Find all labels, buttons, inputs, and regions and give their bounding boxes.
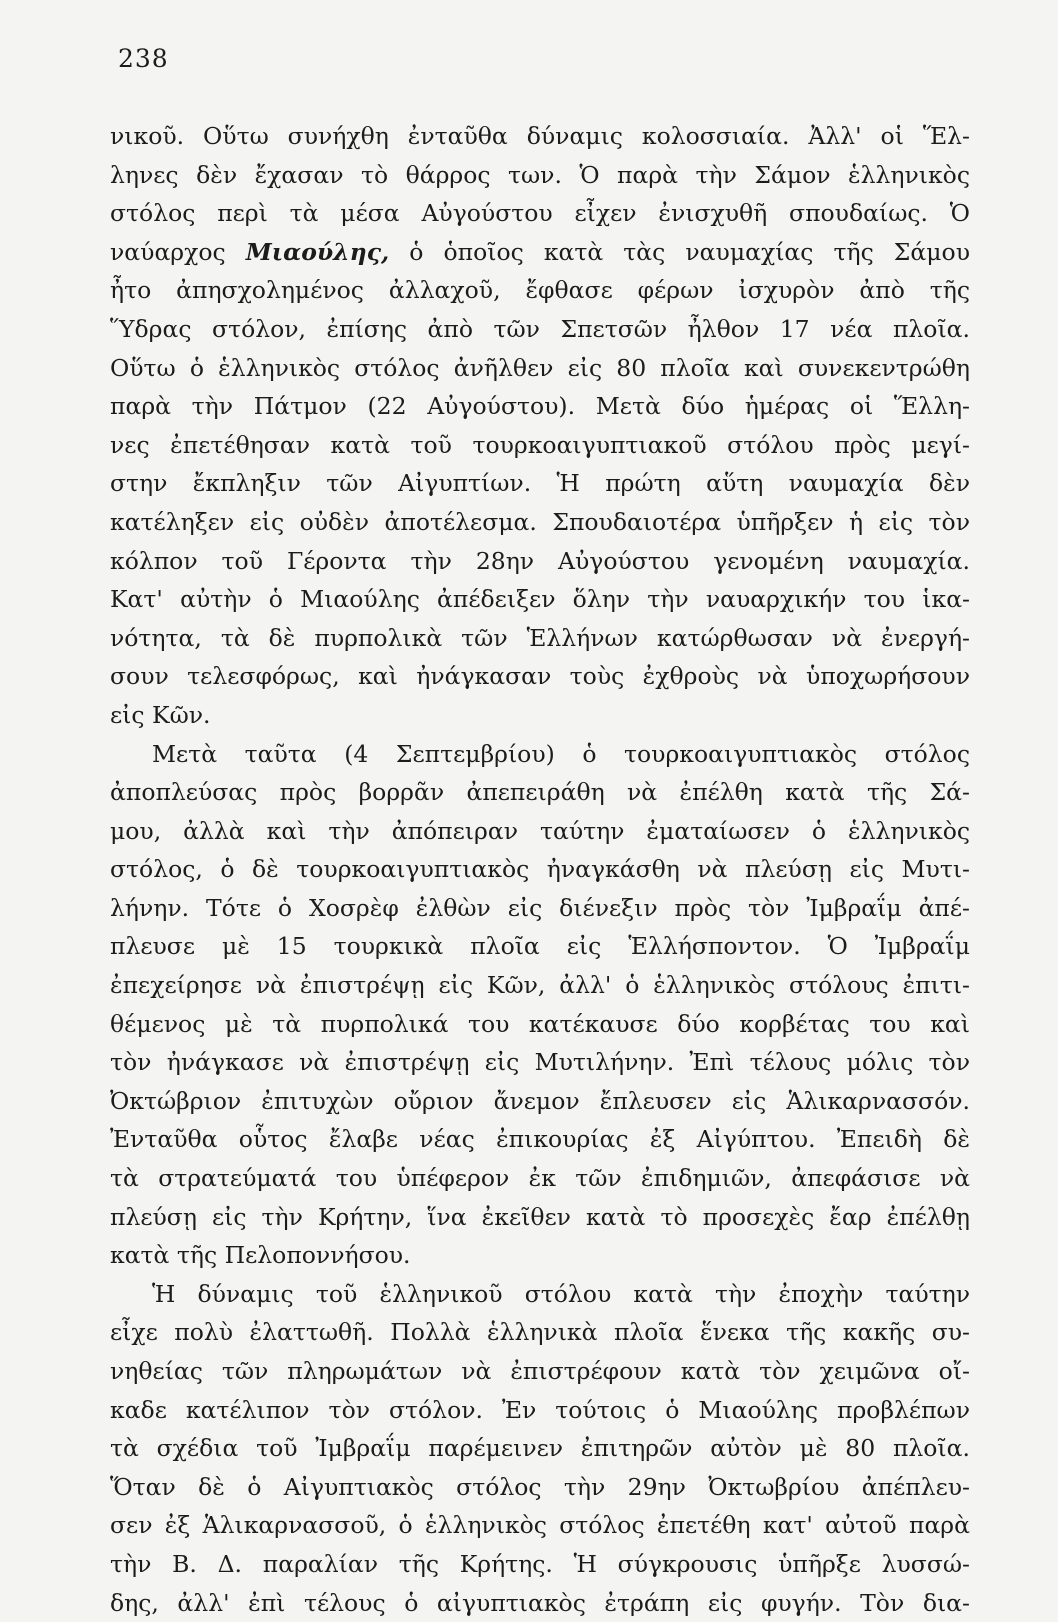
text-line: Ὀκτώβριον ἐπιτυχὼν οὔριον ἄνεμον ἔπλευσεν εἰς Ἁλικαρνασσόν.	[110, 1086, 970, 1115]
text-line: σεν ἐξ Ἁλικαρνασσοῦ, ὁ ἑλληνικὸς στόλος ἐπετέθη κατ' αὐτοῦ παρὰ	[110, 1511, 970, 1540]
text-line: λήνην. Τότε ὁ Χοσρὲφ ἐλθὼν εἰς διένεξιν πρὸς τὸν Ἰμβραΐμ ἀπέ-	[110, 893, 970, 922]
text-line: σουν τελεσφόρως, καὶ ἠνάγκασαν τοὺς ἐχθροὺς νὰ ὑποχωρήσουν	[110, 662, 970, 691]
text-line: Μετὰ ταῦτα (4 Σεπτεμβρίου) ὁ τουρκοαιγυπτιακὸς στόλος	[152, 739, 970, 768]
text-line: τὰ σχέδια τοῦ Ἰμβραΐμ παρέμεινεν ἐπιτηρῶν αὐτὸν μὲ 80 πλοῖα.	[110, 1434, 970, 1463]
text-line: Ἡ δύναμις τοῦ ἑλληνικοῦ στόλου κατὰ τὴν ἐποχὴν ταύτην	[152, 1279, 970, 1308]
paragraph	[110, 735, 970, 1275]
text-line: εἰς Κῶν.	[110, 700, 211, 729]
text-line: στόλος, ὁ δὲ τουρκοαιγυπτιακὸς ἠναγκάσθη νὰ πλεύσῃ εἰς Μυτι-	[110, 855, 970, 884]
body-text	[110, 117, 970, 1622]
page-number: 238	[118, 44, 169, 73]
text-span: ναύαρχος	[110, 237, 246, 266]
text-line: παρὰ τὴν Πάτμον (22 Αὐγούστου). Μετὰ δύο ἡμέρας οἱ Ἕλλη-	[110, 392, 970, 421]
text-line: καδε κατέλιπον τὸν στόλον. Ἐν τούτοις ὁ Μιαούλης προβλέπων	[110, 1395, 970, 1424]
text-line: Ἐνταῦθα οὗτος ἔλαβε νέας ἐπικουρίας ἐξ Αἰγύπτου. Ἐπειδὴ δὲ	[110, 1125, 970, 1154]
text-line: μου, ἀλλὰ καὶ τὴν ἀπόπειραν ταύτην ἐματαίωσεν ὁ ἑλληνικὸς	[110, 816, 970, 845]
text-line: ἦτο ἀπησχολημένος ἀλλαχοῦ, ἔφθασε φέρων ἰσχυρὸν ἀπὸ τῆς	[110, 276, 970, 305]
text-line: ληνες δὲν ἔχασαν τὸ θάρρος των. Ὁ παρὰ τὴν Σάμον ἑλληνικὸς	[110, 160, 970, 189]
text-line: τὰ στρατεύματά του ὑπέφερον ἐκ τῶν ἐπιδημιῶν, ἀπεφάσισε νὰ	[110, 1164, 970, 1193]
text-line: πλευσε μὲ 15 τουρκικὰ πλοῖα εἰς Ἑλλήσποντον. Ὁ Ἰμβραΐμ	[110, 932, 970, 961]
text-line: Ὅταν δὲ ὁ Αἰγυπτιακὸς στόλος τὴν 29ην Ὀκτωβρίου ἀπέπλευ-	[110, 1472, 970, 1501]
text-line: νες ἐπετέθησαν κατὰ τοῦ τουρκοαιγυπτιακοῦ στόλου πρὸς μεγί-	[110, 430, 970, 459]
text-line: θέμενος μὲ τὰ πυρπολικά του κατέκαυσε δύο κορβέτας του καὶ	[110, 1009, 970, 1038]
text-line: Οὕτω ὁ ἑλληνικὸς στόλος ἀνῆλθεν εἰς 80 πλοῖα καὶ συνεκεντρώθη	[110, 353, 970, 382]
text-line: κόλπον τοῦ Γέροντα τὴν 28ην Αὐγούστου γενομένη ναυμαχία.	[110, 546, 970, 575]
text-line: νικοῦ. Οὕτω συνήχθη ἐνταῦθα δύναμις κολοσσιαία. Ἀλλ' οἱ Ἕλ-	[110, 122, 970, 150]
paragraph	[110, 1275, 970, 1622]
text-line: Κατ' αὐτὴν ὁ Μιαούλης ἀπέδειξεν ὅλην τὴν ναυαρχικήν του ἱκα-	[110, 585, 970, 614]
text-line: στην ἔκπληξιν τῶν Αἰγυπτίων. Ἡ πρώτη αὕτη ναυμαχία δὲν	[110, 469, 970, 498]
text-line: νότητα, τὰ δὲ πυρπολικὰ τῶν Ἑλλήνων κατώρθωσαν νὰ ἐνεργή-	[110, 623, 970, 652]
paragraph	[110, 117, 970, 735]
text-line: πλεύσῃ εἰς τὴν Κρήτην, ἵνα ἐκεῖθεν κατὰ τὸ προσεχὲς ἔαρ ἐπέλθῃ	[110, 1202, 970, 1231]
text-span: ὁ ὁποῖος κατὰ τὰς ναυμαχίας τῆς Σάμου	[389, 237, 970, 266]
text-line: κατέληξεν εἰς οὐδὲν ἀποτέλεσμα. Σπουδαιοτέρα ὑπῆρξεν ἡ εἰς τὸν	[110, 507, 970, 536]
text-line: κατὰ τῆς Πελοποννήσου.	[110, 1241, 411, 1270]
text-line: στόλος περὶ τὰ μέσα Αὐγούστου εἶχεν ἐνισχυθῆ σπουδαίως. Ὁ	[110, 199, 970, 228]
emphasized-name: Μιαούλης,	[245, 237, 390, 266]
text-line: ἀποπλεύσας πρὸς βορρᾶν ἀπεπειράθη νὰ ἐπέλθη κατὰ τῆς Σά-	[110, 778, 970, 807]
text-line: Ὕδρας στόλον, ἐπίσης ἀπὸ τῶν Σπετσῶν ἦλθον 17 νέα πλοῖα.	[110, 314, 970, 343]
text-line: τὸν ἠνάγκασε νὰ ἐπιστρέψῃ εἰς Μυτιλήνην. Ἐπὶ τέλους μόλις τὸν	[110, 1048, 970, 1077]
text-line: τὴν Β. Δ. παραλίαν τῆς Κρήτης. Ἡ σύγκρουσις ὑπῆρξε λυσσώ-	[110, 1549, 970, 1578]
text-line: εἶχε πολὺ ἐλαττωθῆ. Πολλὰ ἑλληνικὰ πλοῖα ἕνεκα τῆς κακῆς συ-	[110, 1318, 970, 1347]
text-line: ἐπεχείρησε νὰ ἐπιστρέψῃ εἰς Κῶν, ἀλλ' ὁ ἑλληνικὸς στόλους ἐπιτι-	[110, 971, 970, 1000]
text-line	[110, 233, 970, 272]
text-line: νηθείας τῶν πληρωμάτων νὰ ἐπιστρέφουν κατὰ τὸν χειμῶνα οἴ-	[110, 1357, 970, 1385]
text-line: δης, ἀλλ' ἐπὶ τέλους ὁ αἰγυπτιακὸς ἐτράπη εἰς φυγήν. Τὸν δια-	[110, 1588, 970, 1617]
